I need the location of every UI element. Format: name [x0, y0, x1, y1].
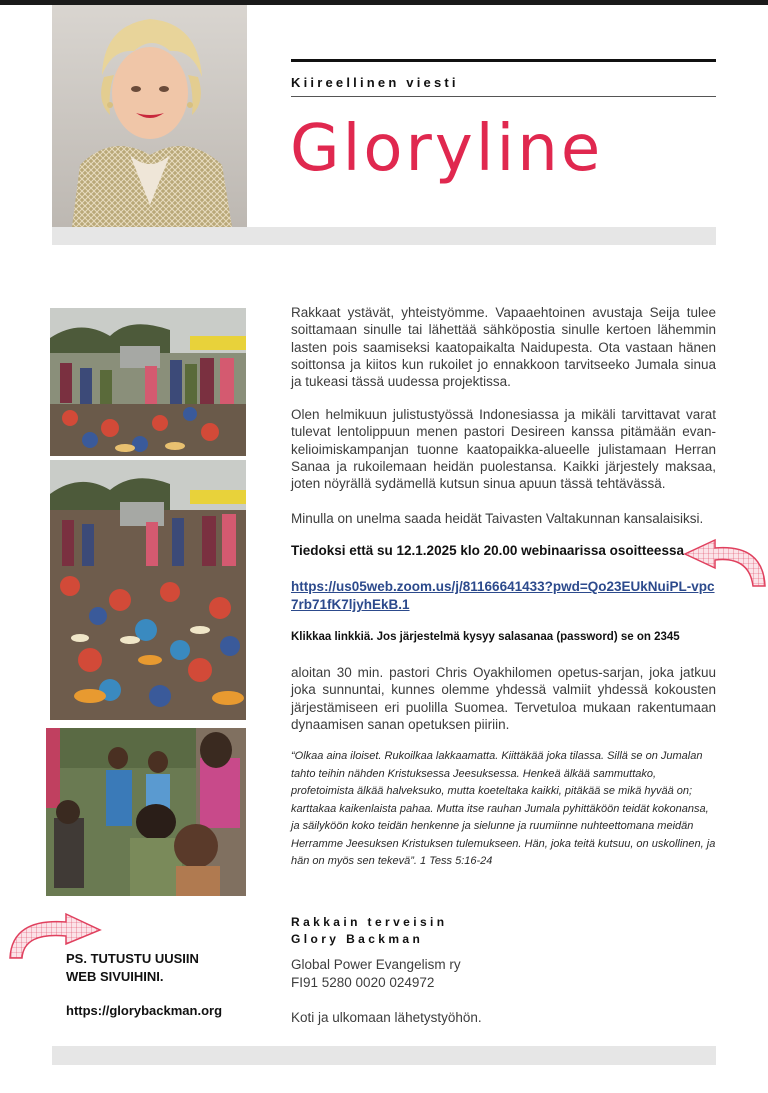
ps-line-2: WEB SIVUIHINI. [66, 968, 164, 984]
header-rule-top [291, 59, 716, 62]
photo-children-woman [46, 728, 246, 896]
signature-name: Glory Backman [291, 932, 424, 946]
organization-block [291, 956, 461, 991]
paragraph-intro: Rakkaat ystävät, yhteistyömme. Vapaaehtoinen avustaja Seija tulee soittamaan sinulle tai lähettää sähköpostia sinulle kertoen lähemmin lasten pois saamiseksi kaatopaikalta Naidupesta. Ota vastaan hänen soittonsa ja kiitos kun rukoilet jo ennakkoon tarvitseeko Jumala sinua ja tukeasi tässä uudessa projektissa. [291, 305, 716, 390]
bank-account: FI91 5280 0020 024972 [291, 974, 435, 990]
ps-block [66, 950, 199, 985]
portrait-image [52, 5, 247, 227]
paragraph-dream: Minulla on unelma saada heidät Taivasten Valtakunnan kansalaisiksi. [291, 511, 704, 526]
header-band [52, 227, 716, 245]
kicker-text: Kiireellinen viesti [291, 75, 459, 90]
header-rule-bottom [291, 96, 716, 97]
footer-band [52, 1046, 716, 1065]
page-title: Gloryline [290, 112, 604, 186]
photo-children-eating [50, 460, 246, 720]
website-link[interactable]: https://glorybackman.org [66, 1003, 223, 1018]
paragraph-teaching: aloitan 30 min. pastori Chris Oyakhilomen opetus-sarjan, joka jatkuu joka sunnuntai, kunnes olemme yhdessä valmiit yhdessä kokousten järjestämiseen eri puolilla Suomea. Tervetuloa mukaan rakentumaan dynaamisen sanan opetuksen piiriin. [291, 665, 716, 732]
ps-line-1: PS. TUTUSTU UUSIIN [66, 951, 199, 966]
photo-crowd [50, 308, 246, 456]
signature-greeting: Rakkain terveisin [291, 915, 448, 929]
webinar-announcement: Tiedoksi että su 12.1.2025 klo 20.00 webinaarissa osoitteessa [291, 543, 684, 558]
bible-quote: “Olkaa aina iloiset. Rukoilkaa lakkaamatta. Kiittäkää joka tilassa. Sillä se on Jumalan tahto teihin nähden Kristuksessa Jeesuksessa. Henkeä älkää sammuttako, profetoimista älkää halveksuko, mutta koeteltaka kaikki, pitäkää se mikä hyvää on; karttakaa kaikenlaista pahaa. Mutta itse rauhan Jumala pyhittäköön teidät kokonansa, ja säilyköön koko teidän henkenne ja sielunne ja ruumiinne nuhteettomana meidän Herramme Jeesuksen Kristuksen tulemukseen. Hän, joka teitä kutsuu, on uskollinen, ja hän on myös sen tekevä”. 1 Tess 5:16-24 [291, 750, 716, 867]
signature-block [291, 914, 448, 948]
organization-name: Global Power Evangelism ry [291, 957, 461, 972]
mission-text: Koti ja ulkomaan lähetystyöhön. [291, 1010, 482, 1025]
paragraph-campaign: Olen helmikuun julistustyössä Indonesiassa ja mikäli tarvittavat varat tulevat lentolippuun menen pastori Desireen kanssa pitämään evankelioimiskampanjan tuonne kaatopaikka-alueelle julistamaan Herran Sanaa ja rukoilemaan heidän puolestansa. Kaikki järjestely maksaa, joten nöyrällä sydämellä kutsun sinua apuun tässä tehtävässä. [291, 407, 716, 492]
zoom-webinar-link[interactable]: https://us05web.zoom.us/j/81166641433?pwd=Qo23EUkNuiPL-vpc7rb71fK7ljyhEkB.1 [291, 579, 715, 612]
password-note: Klikkaa linkkiä. Jos järjestelmä kysyy salasanaa (password) se on 2345 [291, 631, 680, 643]
